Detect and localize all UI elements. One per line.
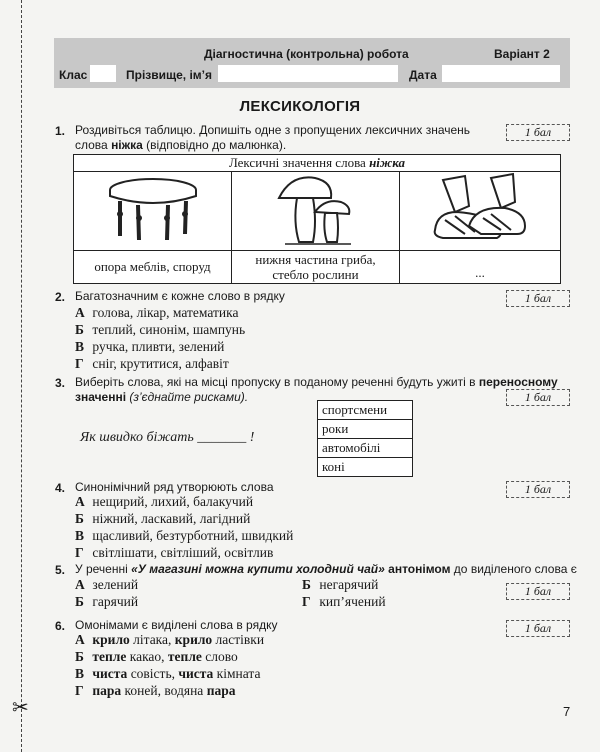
meaning-cell-2 (232, 251, 400, 284)
question-1-number: 1. (55, 124, 66, 138)
question-4-score: 1 бал (506, 481, 570, 498)
q4-option-d[interactable] (75, 545, 273, 561)
q4-option-text: нещирий, лихий, балакучий (92, 494, 254, 509)
q3-word-list (317, 400, 413, 477)
q5-bold: антонімом (388, 562, 451, 576)
q1-pre: слова (75, 138, 112, 152)
meaning-cell-1: опора меблів, споруд (74, 251, 232, 284)
q3-word[interactable]: коні (318, 458, 413, 477)
q6-homonym: крило (92, 632, 130, 647)
q3-word[interactable]: спортсмени (318, 401, 413, 420)
q5-quote-bold: холодний (296, 562, 354, 576)
q5-option-letter: А (75, 577, 85, 592)
q2-option-text: голова, лікар, математика (92, 305, 239, 320)
q5-option-text: негарячий (319, 577, 379, 592)
meaning-cell-3[interactable]: ... (400, 251, 561, 284)
q6-text: коней, водяна (121, 683, 207, 698)
page-number: 7 (563, 704, 571, 719)
q3-bold2: значенні (75, 390, 127, 404)
q6-option-letter: В (75, 666, 85, 681)
meanings-table-header (74, 155, 561, 172)
q4-option-text: світлішати, світліший, освітлив (92, 545, 274, 560)
question-5-text (75, 562, 577, 577)
question-2-text: Багатозначним є кожне слово в рядку (75, 289, 285, 303)
question-1-line2 (75, 138, 505, 153)
q4-option-letter: А (75, 494, 85, 509)
table-image-cell (74, 172, 232, 251)
q2-option-text: ручка, пливти, зелений (92, 339, 225, 354)
q6-homonym: чиста (178, 666, 214, 681)
question-1-line1: Роздивіться таблицю. Допишіть одне з пропущених лексичних значень (75, 123, 471, 137)
name-label: Прізвище, ім’я (126, 68, 213, 82)
q4-option-text: ніжний, ласкавий, лагідний (92, 511, 251, 526)
q2-option-a[interactable] (75, 305, 238, 321)
scissors-icon: ✂ (12, 695, 29, 719)
question-5-score: 1 бал (506, 583, 570, 600)
q2-option-letter: В (75, 339, 85, 354)
date-label: Дата (409, 68, 437, 82)
q6-homonym: крило (174, 632, 213, 647)
q6-text: слово (201, 649, 238, 664)
q2-option-text: теплий, синонім, шампунь (92, 322, 246, 337)
meaning-cell-2-line2: стебло рослини (272, 267, 359, 282)
q6-text: ластівки (212, 632, 265, 647)
q2-option-b[interactable] (75, 322, 245, 338)
question-4-text: Синонімічний ряд утворюють слова (75, 480, 274, 494)
q6-homonym: пара (92, 683, 122, 698)
q6-text: кімната (213, 666, 261, 681)
q5-option-a[interactable] (75, 577, 138, 593)
mushroom-icon (271, 172, 361, 246)
q3-word[interactable]: автомобілі (318, 439, 413, 458)
q3-sentence: Як швидко біжать _______ ! (80, 430, 255, 445)
question-2-score: 1 бал (506, 290, 570, 307)
boots-icon (425, 172, 535, 246)
q5-option-d[interactable] (302, 594, 386, 610)
q2-option-d[interactable] (75, 356, 229, 372)
q6-option-d[interactable] (75, 683, 235, 699)
table-header-text: Лексичні значення слова (228, 155, 370, 170)
q5-pre: У реченні (75, 562, 132, 576)
q6-homonym: пара (206, 683, 236, 698)
q5-option-text: кип’ячений (319, 594, 386, 609)
q5-quote-pre: «У магазині можна купити (131, 562, 297, 576)
q4-option-letter: Г (75, 545, 84, 560)
q6-homonym: тепле (92, 649, 127, 664)
q6-homonym: тепле (167, 649, 202, 664)
q5-option-b2[interactable] (75, 594, 138, 610)
q4-option-letter: Б (75, 511, 84, 526)
q4-option-a[interactable] (75, 494, 253, 510)
question-1-score: 1 бал (506, 124, 570, 141)
q6-text: совість, (127, 666, 179, 681)
q3-pre: Виберіть слова, які на місці пропуску в поданому реченні будуть ужиті в (75, 375, 479, 389)
date-field[interactable] (442, 65, 560, 82)
q6-option-letter: Б (75, 649, 84, 664)
q4-option-b[interactable] (75, 511, 250, 527)
question-6-text: Омонімами є виділені слова в рядку (75, 618, 278, 632)
q5-option-text: гарячий (92, 594, 139, 609)
q3-italic: (з’єднайте рисками). (126, 390, 249, 404)
q2-option-letter: Б (75, 322, 84, 337)
q5-option-letter: Г (302, 594, 311, 609)
header-variant: Варіант 2 (494, 47, 550, 61)
q2-option-letter: А (75, 305, 85, 320)
class-label: Клас (59, 68, 88, 82)
meaning-cell-2-line1: нижня частина гриба, (255, 252, 376, 267)
q6-text: літака, (129, 632, 175, 647)
q3-word[interactable]: роки (318, 420, 413, 439)
q4-option-letter: В (75, 528, 85, 543)
q6-homonym: чиста (92, 666, 128, 681)
q6-option-c[interactable] (75, 666, 260, 682)
class-field[interactable] (90, 65, 116, 82)
table-furniture-icon (103, 174, 203, 244)
question-4-number: 4. (55, 481, 66, 495)
q6-text: какао, (126, 649, 168, 664)
question-2-number: 2. (55, 290, 66, 304)
q6-option-b[interactable] (75, 649, 238, 665)
q4-option-text: щасливий, безтурботний, швидкий (92, 528, 294, 543)
question-6-score: 1 бал (506, 620, 570, 637)
worksheet-header (54, 38, 570, 88)
name-field[interactable] (218, 65, 398, 82)
q3-bold: переносному (478, 375, 558, 389)
boots-image-cell (400, 172, 561, 251)
q1-word: ніжка (111, 138, 143, 152)
q2-option-letter: Г (75, 356, 84, 371)
section-title: ЛЕКСИКОЛОГІЯ (239, 98, 361, 115)
q5-option-text: зелений (92, 577, 139, 592)
q5-option-letter: Б (302, 577, 311, 592)
question-6-number: 6. (55, 619, 66, 633)
q1-post: (відповідно до малюнка). (142, 138, 287, 152)
q5-quote-post: чай» (353, 562, 385, 576)
meanings-table (73, 154, 561, 284)
q5-option-letter: Б (75, 594, 84, 609)
q2-option-c[interactable] (75, 339, 224, 355)
q6-option-a[interactable] (75, 632, 264, 648)
question-5-number: 5. (55, 563, 66, 577)
q5-option-b1[interactable] (302, 577, 378, 593)
q4-option-c[interactable] (75, 528, 293, 544)
header-title: Діагностична (контрольна) робота (204, 47, 409, 61)
q6-option-letter: Г (75, 683, 84, 698)
q5-post: до виділеного слова є (450, 562, 577, 576)
question-3-number: 3. (55, 376, 66, 390)
question-1-text (75, 123, 505, 153)
q2-option-text: сніг, крутитися, алфавіт (92, 356, 229, 371)
table-header-word: ніжка (369, 155, 406, 170)
q6-option-letter: А (75, 632, 85, 647)
mushroom-image-cell (232, 172, 400, 251)
question-3-score: 1 бал (506, 389, 570, 406)
